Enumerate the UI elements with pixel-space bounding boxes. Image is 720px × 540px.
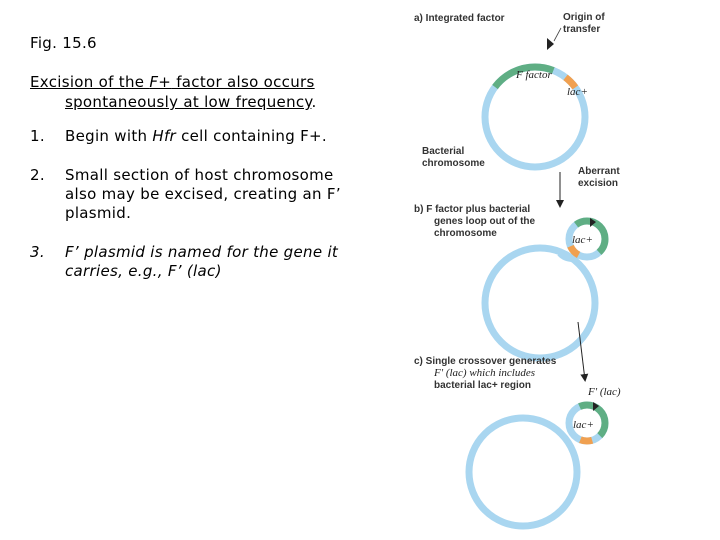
item-1-hfr: Hfr <box>152 127 177 145</box>
intro-f-plus: F+ <box>149 73 172 91</box>
aberrant-label-1: Aberrant <box>578 166 620 177</box>
bacterial-label-1: Bacterial <box>422 146 465 157</box>
intro-post: factor also occurs <box>171 73 315 91</box>
panel-b-line2: genes loop out of the <box>434 216 536 227</box>
origin-pointer <box>554 28 561 41</box>
item-number: 1. <box>30 127 45 145</box>
item-1-pre: Begin with <box>65 127 153 145</box>
item-3-line1: F’ plasmid is named for the gene it <box>65 243 339 261</box>
lac-label-b: lac+ <box>572 234 593 246</box>
intro-pre: Excision of the <box>30 73 150 91</box>
origin-marker-a <box>547 38 554 50</box>
chromosome-circle-c <box>469 418 577 526</box>
origin-label-2: transfer <box>563 24 601 35</box>
panel-b-line1: b) F factor plus bacterial <box>414 204 531 215</box>
figure-label: Fig. 15.6 <box>30 34 97 52</box>
f-factor-label-a: F factor <box>516 69 552 81</box>
panel-c-line2: F' (lac) which includes <box>434 367 536 379</box>
panel-c-line3: bacterial lac+ region <box>434 380 531 391</box>
lac-label-a: lac+ <box>567 86 588 98</box>
item-3-line2: carries, e.g., F’ (lac) <box>65 262 222 280</box>
excision-diagram <box>410 0 720 540</box>
item-2-line3: plasmid. <box>65 204 132 222</box>
item-2-line2: also may be excised, creating an F’ <box>65 185 341 203</box>
plasmid-name-label: F' (lac) <box>588 386 621 398</box>
origin-label-1: Origin of <box>563 12 605 23</box>
item-number: 3. <box>30 243 45 261</box>
item-number: 2. <box>30 166 45 184</box>
item-1-post: cell containing F+. <box>176 127 327 145</box>
aberrant-label-2: excision <box>578 178 619 189</box>
item-2-line1: Small section of host chromosome <box>65 166 334 184</box>
bacterial-label-2: chromosome <box>422 158 485 169</box>
intro-text <box>30 72 390 112</box>
panel-a-title: a) Integrated factor <box>414 13 505 24</box>
chromosome-circle-b <box>485 248 595 358</box>
intro-line2: spontaneously at low frequency <box>65 93 312 111</box>
lac-label-c: lac+ <box>573 419 594 431</box>
panel-c-line1: c) Single crossover generates <box>414 356 557 367</box>
diagram-svg <box>410 0 720 540</box>
panel-b-line3: chromosome <box>434 228 497 239</box>
intro-line2-end: . <box>311 93 317 111</box>
